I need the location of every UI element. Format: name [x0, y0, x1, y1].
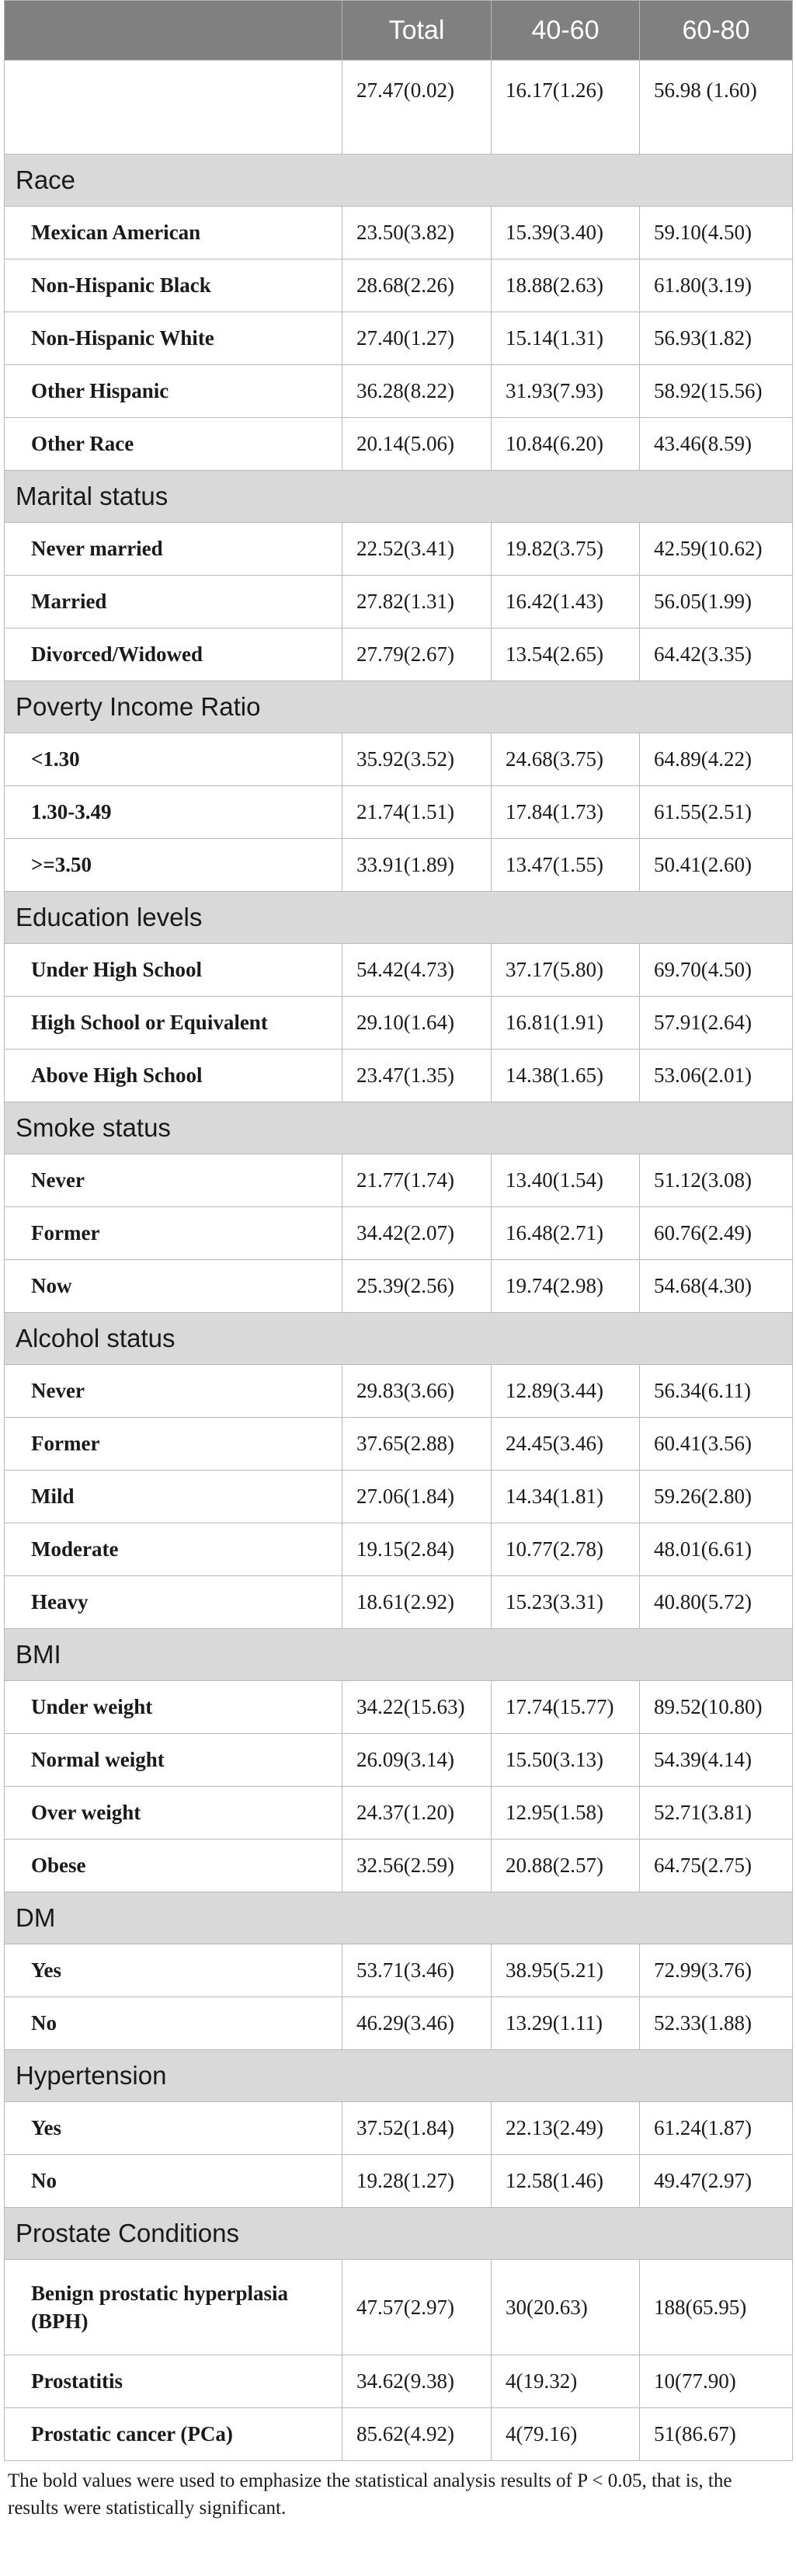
cell-60-80: 58.92(15.56)	[640, 365, 793, 418]
cell-40-60: 15.50(3.13)	[492, 1734, 640, 1787]
section-header-row	[5, 1629, 793, 1681]
cell-total: 35.92(3.52)	[342, 733, 492, 786]
table-row	[5, 523, 793, 576]
cell-total: 23.47(1.35)	[342, 1050, 492, 1102]
cell-40-60: 16.81(1.91)	[492, 997, 640, 1050]
table-row	[5, 1787, 793, 1840]
section-header-row	[5, 1102, 793, 1154]
cell-total: 27.82(1.31)	[342, 576, 492, 628]
row-label: Prostatitis	[5, 2355, 342, 2408]
table-row	[5, 1681, 793, 1734]
row-label: Former	[5, 1207, 342, 1260]
cell-total: 24.37(1.20)	[342, 1787, 492, 1840]
cell-40-60: 4(19.32)	[492, 2355, 640, 2408]
row-label: Above High School	[5, 1050, 342, 1102]
data-table	[4, 0, 793, 2461]
row-label: Under High School	[5, 944, 342, 997]
row-label: Mexican American	[5, 207, 342, 259]
section-title: DM	[5, 1892, 793, 1944]
cell-60-80: 54.68(4.30)	[640, 1260, 793, 1313]
cell-60-80: 60.41(3.56)	[640, 1418, 793, 1471]
cell-total: 20.14(5.06)	[342, 418, 492, 471]
row-label: High School or Equivalent	[5, 997, 342, 1050]
section-header-row	[5, 155, 793, 207]
cell-40-60: 12.89(3.44)	[492, 1365, 640, 1418]
cell-total: 33.91(1.89)	[342, 839, 492, 892]
table-row	[5, 2355, 793, 2408]
table-row	[5, 1154, 793, 1207]
header-cell-40-60: 40-60	[492, 1, 640, 61]
cell-60-80: 61.24(1.87)	[640, 2102, 793, 2155]
section-title: Race	[5, 155, 793, 207]
table-body	[5, 61, 793, 2461]
cell-40-60: 13.40(1.54)	[492, 1154, 640, 1207]
cell-total: 29.10(1.64)	[342, 997, 492, 1050]
cell-total: 34.62(9.38)	[342, 2355, 492, 2408]
cell-total: 34.42(2.07)	[342, 1207, 492, 1260]
table-row	[5, 997, 793, 1050]
cell-total: 27.79(2.67)	[342, 628, 492, 681]
cell-40-60: 15.23(3.31)	[492, 1576, 640, 1629]
cell-60-80: 89.52(10.80)	[640, 1681, 793, 1734]
cell-60-80: 72.99(3.76)	[640, 1944, 793, 1997]
cell-total: 32.56(2.59)	[342, 1840, 492, 1892]
table-row	[5, 786, 793, 839]
row-label: Other Race	[5, 418, 342, 471]
cell-total: 27.47(0.02)	[342, 61, 492, 155]
row-label: Non-Hispanic White	[5, 312, 342, 365]
table-row	[5, 1523, 793, 1576]
cell-40-60: 14.34(1.81)	[492, 1471, 640, 1523]
cell-40-60: 4(79.16)	[492, 2408, 640, 2461]
cell-60-80: 49.47(2.97)	[640, 2155, 793, 2208]
table-row	[5, 733, 793, 786]
table-row	[5, 365, 793, 418]
cell-40-60: 16.17(1.26)	[492, 61, 640, 155]
cell-60-80: 50.41(2.60)	[640, 839, 793, 892]
cell-60-80: 43.46(8.59)	[640, 418, 793, 471]
cell-60-80: 64.89(4.22)	[640, 733, 793, 786]
table-row	[5, 207, 793, 259]
cell-40-60: 16.42(1.43)	[492, 576, 640, 628]
table-row	[5, 1840, 793, 1892]
row-label: No	[5, 1997, 342, 2050]
cell-60-80: 56.93(1.82)	[640, 312, 793, 365]
section-title: BMI	[5, 1629, 793, 1681]
cell-60-80: 42.59(10.62)	[640, 523, 793, 576]
cell-60-80: 64.42(3.35)	[640, 628, 793, 681]
cell-total: 37.65(2.88)	[342, 1418, 492, 1471]
cell-60-80: 54.39(4.14)	[640, 1734, 793, 1787]
cell-60-80: 40.80(5.72)	[640, 1576, 793, 1629]
row-label: 1.30-3.49	[5, 786, 342, 839]
row-label: Moderate	[5, 1523, 342, 1576]
cell-40-60: 19.74(2.98)	[492, 1260, 640, 1313]
section-header-row	[5, 681, 793, 733]
row-label: Benign prostatic hyperplasia (BPH)	[5, 2260, 342, 2355]
cell-60-80: 51.12(3.08)	[640, 1154, 793, 1207]
cell-total: 21.74(1.51)	[342, 786, 492, 839]
section-title: Alcohol status	[5, 1313, 793, 1365]
row-label: <1.30	[5, 733, 342, 786]
cell-total: 27.06(1.84)	[342, 1471, 492, 1523]
header-cell-total: Total	[342, 1, 492, 61]
table-row	[5, 1365, 793, 1418]
cell-40-60: 15.14(1.31)	[492, 312, 640, 365]
cell-60-80: 51(86.67)	[640, 2408, 793, 2461]
cell-40-60: 16.48(2.71)	[492, 1207, 640, 1260]
cell-60-80: 48.01(6.61)	[640, 1523, 793, 1576]
row-label: Heavy	[5, 1576, 342, 1629]
row-label: Mild	[5, 1471, 342, 1523]
cell-40-60: 38.95(5.21)	[492, 1944, 640, 1997]
section-header-row	[5, 471, 793, 523]
cell-60-80: 60.76(2.49)	[640, 1207, 793, 1260]
cell-total: 19.15(2.84)	[342, 1523, 492, 1576]
table-row	[5, 1471, 793, 1523]
table-row	[5, 1997, 793, 2050]
cell-40-60: 13.29(1.11)	[492, 1997, 640, 2050]
table-row	[5, 1207, 793, 1260]
cell-60-80: 56.34(6.11)	[640, 1365, 793, 1418]
cell-total: 36.28(8.22)	[342, 365, 492, 418]
table-row	[5, 259, 793, 312]
cell-40-60: 31.93(7.93)	[492, 365, 640, 418]
row-label: Never	[5, 1154, 342, 1207]
cell-total: 18.61(2.92)	[342, 1576, 492, 1629]
table-row	[5, 1944, 793, 1997]
cell-60-80: 53.06(2.01)	[640, 1050, 793, 1102]
row-label: Over weight	[5, 1787, 342, 1840]
row-label: Yes	[5, 2102, 342, 2155]
section-header-row	[5, 1313, 793, 1365]
row-label: No	[5, 2155, 342, 2208]
cell-40-60: 12.95(1.58)	[492, 1787, 640, 1840]
table-row	[5, 2102, 793, 2155]
section-header-row	[5, 892, 793, 944]
cell-40-60: 19.82(3.75)	[492, 523, 640, 576]
cell-60-80: 61.55(2.51)	[640, 786, 793, 839]
cell-total: 34.22(15.63)	[342, 1681, 492, 1734]
cell-40-60: 20.88(2.57)	[492, 1840, 640, 1892]
cell-40-60: 24.45(3.46)	[492, 1418, 640, 1471]
table-row	[5, 839, 793, 892]
row-label: Under weight	[5, 1681, 342, 1734]
row-label: Former	[5, 1418, 342, 1471]
cell-total: 22.52(3.41)	[342, 523, 492, 576]
table-row	[5, 2408, 793, 2461]
cell-total: 46.29(3.46)	[342, 1997, 492, 2050]
cell-40-60: 14.38(1.65)	[492, 1050, 640, 1102]
cell-total: 23.50(3.82)	[342, 207, 492, 259]
cell-40-60: 13.47(1.55)	[492, 839, 640, 892]
cell-40-60: 17.84(1.73)	[492, 786, 640, 839]
cell-60-80: 56.05(1.99)	[640, 576, 793, 628]
cell-total: 47.57(2.97)	[342, 2260, 492, 2355]
section-header-row	[5, 1892, 793, 1944]
section-title: Education levels	[5, 892, 793, 944]
cell-total: 25.39(2.56)	[342, 1260, 492, 1313]
cell-40-60: 13.54(2.65)	[492, 628, 640, 681]
table-row	[5, 1734, 793, 1787]
cell-total: 28.68(2.26)	[342, 259, 492, 312]
section-title: Marital status	[5, 471, 793, 523]
cell-60-80: 52.71(3.81)	[640, 1787, 793, 1840]
cell-total: 85.62(4.92)	[342, 2408, 492, 2461]
cell-60-80: 64.75(2.75)	[640, 1840, 793, 1892]
row-label: Prostatic cancer (PCa)	[5, 2408, 342, 2461]
row-label: Now	[5, 1260, 342, 1313]
header-row	[5, 1, 793, 61]
row-label: Never married	[5, 523, 342, 576]
header-cell-60-80: 60-80	[640, 1, 793, 61]
table-row	[5, 1050, 793, 1102]
cell-total: 19.28(1.27)	[342, 2155, 492, 2208]
cell-40-60: 30(20.63)	[492, 2260, 640, 2355]
row-label: >=3.50	[5, 839, 342, 892]
cell-40-60: 12.58(1.46)	[492, 2155, 640, 2208]
row-label: Never	[5, 1365, 342, 1418]
section-title: Hypertension	[5, 2050, 793, 2102]
table-row	[5, 944, 793, 997]
header-cell-blank	[5, 1, 342, 61]
cell-60-80: 69.70(4.50)	[640, 944, 793, 997]
row-label: Normal weight	[5, 1734, 342, 1787]
cell-40-60: 24.68(3.75)	[492, 733, 640, 786]
cell-60-80: 57.91(2.64)	[640, 997, 793, 1050]
row-label	[5, 61, 342, 155]
table-row	[5, 312, 793, 365]
row-label: Non-Hispanic Black	[5, 259, 342, 312]
table-row	[5, 628, 793, 681]
table-row	[5, 576, 793, 628]
cell-40-60: 22.13(2.49)	[492, 2102, 640, 2155]
section-header-row	[5, 2208, 793, 2260]
table-row	[5, 1576, 793, 1629]
table-row	[5, 1418, 793, 1471]
table-row	[5, 1260, 793, 1313]
section-title: Smoke status	[5, 1102, 793, 1154]
cell-60-80: 56.98 (1.60)	[640, 61, 793, 155]
cell-40-60: 15.39(3.40)	[492, 207, 640, 259]
section-header-row	[5, 2050, 793, 2102]
row-label: Obese	[5, 1840, 342, 1892]
cell-60-80: 52.33(1.88)	[640, 1997, 793, 2050]
cell-total: 29.83(3.66)	[342, 1365, 492, 1418]
cell-40-60: 17.74(15.77)	[492, 1681, 640, 1734]
cell-60-80: 59.10(4.50)	[640, 207, 793, 259]
table-row	[5, 2260, 793, 2355]
cell-60-80: 61.80(3.19)	[640, 259, 793, 312]
cell-total: 21.77(1.74)	[342, 1154, 492, 1207]
overall-row	[5, 61, 793, 155]
cell-60-80: 10(77.90)	[640, 2355, 793, 2408]
cell-60-80: 188(65.95)	[640, 2260, 793, 2355]
cell-40-60: 37.17(5.80)	[492, 944, 640, 997]
table-row	[5, 2155, 793, 2208]
row-label: Other Hispanic	[5, 365, 342, 418]
section-title: Poverty Income Ratio	[5, 681, 793, 733]
table-row	[5, 418, 793, 471]
cell-40-60: 10.84(6.20)	[492, 418, 640, 471]
cell-60-80: 59.26(2.80)	[640, 1471, 793, 1523]
row-label: Yes	[5, 1944, 342, 1997]
cell-40-60: 10.77(2.78)	[492, 1523, 640, 1576]
section-title: Prostate Conditions	[5, 2208, 793, 2260]
cell-total: 27.40(1.27)	[342, 312, 492, 365]
cell-total: 26.09(3.14)	[342, 1734, 492, 1787]
cell-40-60: 18.88(2.63)	[492, 259, 640, 312]
cell-total: 53.71(3.46)	[342, 1944, 492, 1997]
cell-total: 54.42(4.73)	[342, 944, 492, 997]
table-footnote: The bold values were used to emphasize the statistical analysis results of P < 0.05, that is, the results were statistically significant.	[8, 2470, 732, 2519]
row-label: Divorced/Widowed	[5, 628, 342, 681]
cell-total: 37.52(1.84)	[342, 2102, 492, 2155]
row-label: Married	[5, 576, 342, 628]
